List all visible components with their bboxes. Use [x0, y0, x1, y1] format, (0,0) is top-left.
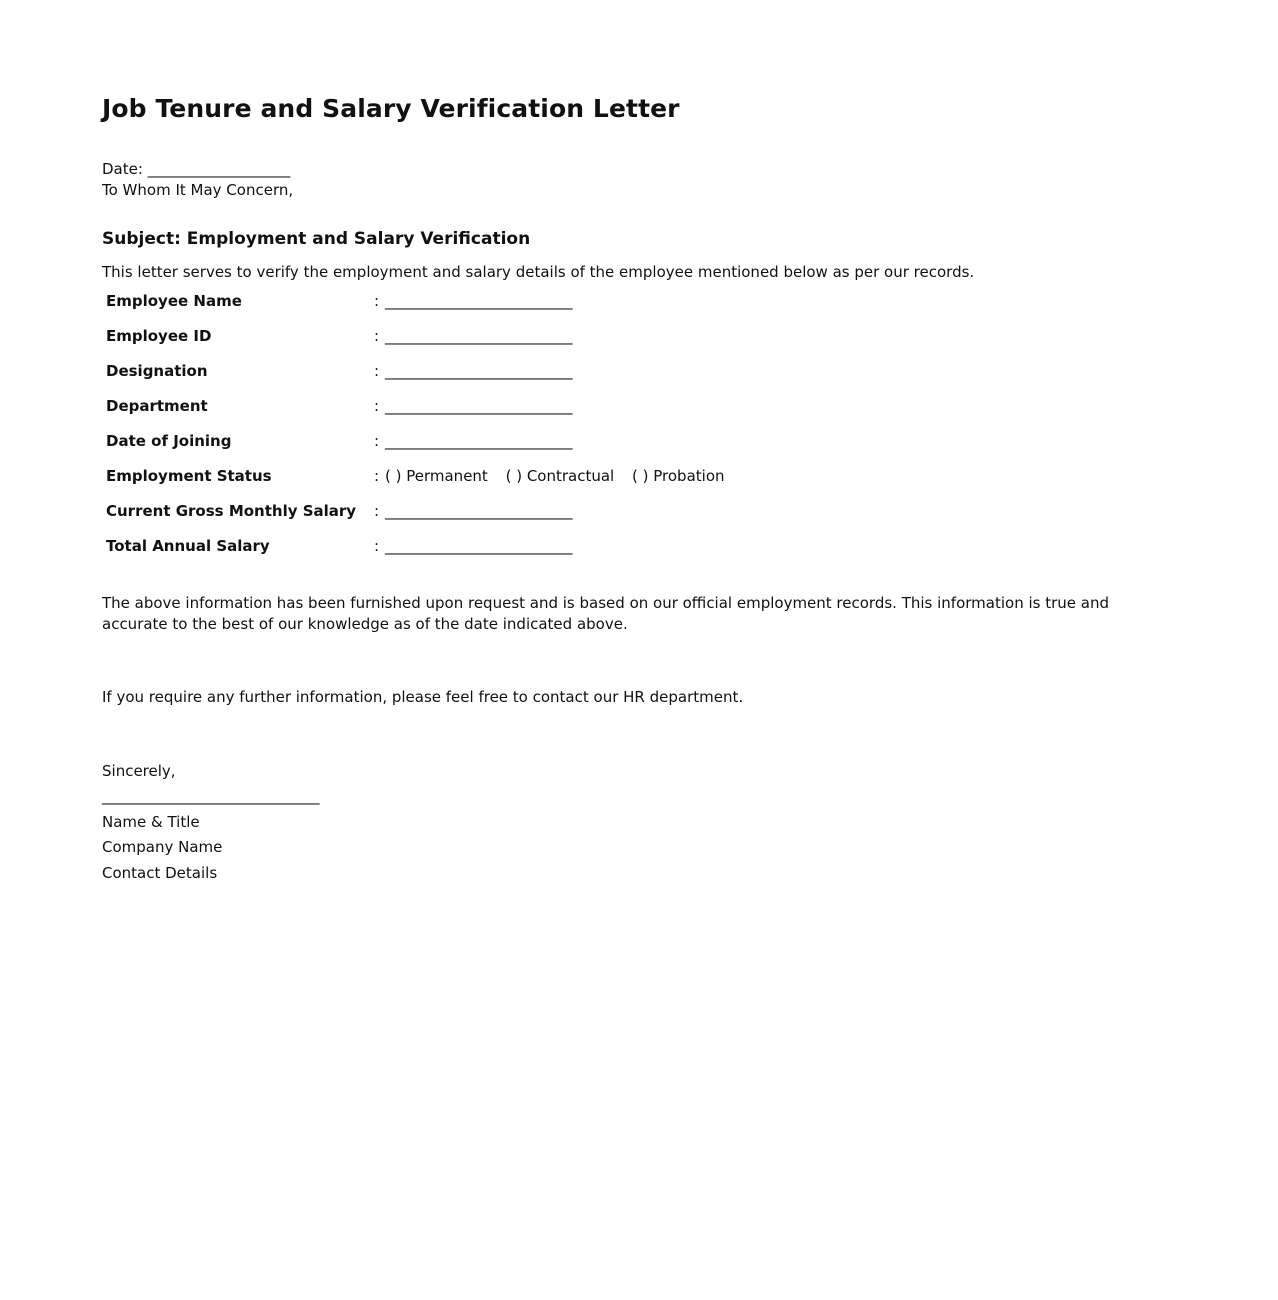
- field-label: Employment Status: [106, 467, 272, 485]
- status-option-contractual[interactable]: ( ) Contractual: [505, 467, 615, 485]
- field-label: Department: [106, 397, 208, 415]
- letter-title: Job Tenure and Salary Verification Letter: [102, 94, 680, 123]
- field-blank: _________________________: [385, 502, 573, 520]
- field-label: Date of Joining: [106, 432, 232, 450]
- date-line: [102, 159, 290, 180]
- employment-status-options: [385, 465, 738, 487]
- status-option-permanent[interactable]: ( ) Permanent: [385, 467, 488, 485]
- field-colon: :: [374, 362, 380, 380]
- status-option-probation[interactable]: ( ) Probation: [632, 467, 725, 485]
- field-colon: :: [374, 467, 380, 485]
- field-blank: _________________________: [385, 292, 573, 310]
- field-label: Current Gross Monthly Salary: [106, 502, 357, 520]
- field-colon: :: [374, 327, 380, 345]
- intro-paragraph: This letter serves to verify the employment and salary details of the employee mentioned below as per our records.: [102, 263, 975, 281]
- signature-company-name: Company Name: [102, 838, 223, 856]
- subject-heading: Subject: Employment and Salary Verification: [102, 229, 531, 249]
- signature-contact-details: Contact Details: [102, 864, 218, 882]
- signature-name-title: Name & Title: [102, 813, 200, 831]
- field-colon: :: [374, 537, 380, 555]
- field-label: Employee ID: [106, 327, 212, 345]
- field-label: Total Annual Salary: [106, 537, 270, 555]
- date-label: Date:: [102, 160, 143, 178]
- field-colon: :: [374, 502, 380, 520]
- field-colon: :: [374, 397, 380, 415]
- confirmation-paragraph: The above information has been furnished upon request and is based on our official employment records. This information is true and accurate to the best of our knowledge as of the date indicated above.: [102, 594, 1109, 633]
- salutation: To Whom It May Concern,: [102, 181, 294, 199]
- field-blank: _________________________: [385, 362, 573, 380]
- signature-line: _____________________________: [102, 787, 320, 805]
- contact-paragraph: If you require any further information, please feel free to contact our HR department.: [102, 688, 744, 706]
- field-blank: _________________________: [385, 432, 573, 450]
- field-blank: _________________________: [385, 537, 573, 555]
- field-label: Employee Name: [106, 292, 242, 310]
- field-blank: _________________________: [385, 327, 573, 345]
- field-colon: :: [374, 432, 380, 450]
- date-blank: ___________________: [147, 160, 291, 178]
- field-blank: _________________________: [385, 397, 573, 415]
- field-colon: :: [374, 292, 380, 310]
- closing: Sincerely,: [102, 762, 176, 780]
- field-label: Designation: [106, 362, 208, 380]
